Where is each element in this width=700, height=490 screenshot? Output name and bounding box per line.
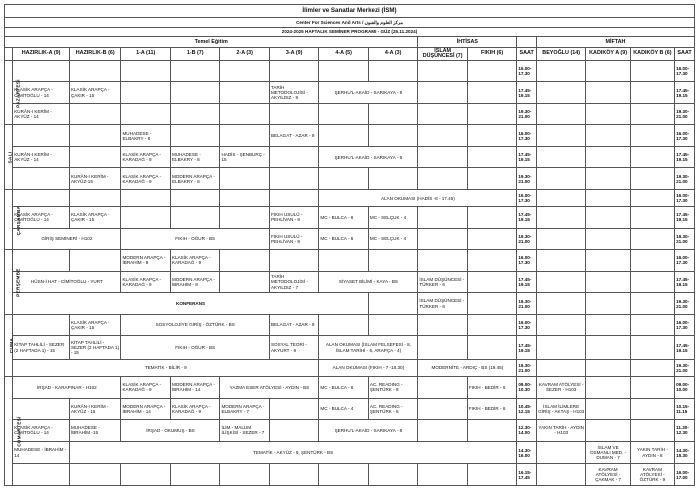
class-cell: YAKIN TARİH - AYDIN - H103 xyxy=(536,420,585,442)
time-cell: 19.30-21.00 xyxy=(517,359,537,376)
class-cell: FIKIH - OĞUR - BS xyxy=(121,228,269,250)
class-cell: MC - BULCA - 6 xyxy=(319,228,368,250)
time-cell: 19.30-21.00 xyxy=(675,103,695,125)
col-3a: 3-A (9) xyxy=(269,48,318,61)
time-cell: 17.45-19.15 xyxy=(517,207,537,229)
class-cell: SOSYAL TEORİ - AKYURT - 9 xyxy=(269,336,318,360)
class-cell: MODERN ARAPÇA - ELBAKRY - 7 xyxy=(220,398,269,420)
class-cell: MC - BULCA - 6 xyxy=(319,207,368,229)
class-cell: MC - BULCA - 4 xyxy=(319,398,368,420)
time-cell: 16.00-17.30 xyxy=(517,60,537,82)
time-cell: 16.00-17.30 xyxy=(675,60,695,82)
time-cell: 17.45-19.15 xyxy=(517,146,537,168)
class-cell: MC - SELÇUK - 4 xyxy=(368,207,417,229)
time-cell: 19.30-21.00 xyxy=(517,103,537,125)
class-cell: YAZMA ESER ATÖLYESİ - AYDIN - BS xyxy=(220,377,319,399)
class-cell: TARİH METODOLOJİSİ - AKYILDIZ - 9 xyxy=(269,82,318,104)
time-cell: 17.45-19.15 xyxy=(675,146,695,168)
class-cell: SOSYOLOJİYE GİRİŞ - ÖZTÜRK - BS xyxy=(121,314,269,336)
class-cell: İSLAM DÜŞÜNCESİ - TÜRKER - 6 xyxy=(418,271,467,293)
class-cell: MODERNİTE - ARDIÇ - BS (19.45) xyxy=(418,359,517,376)
time-cell: 19.30-21.00 xyxy=(517,168,537,190)
class-cell: KİTAP TAHLİLİ - SEZER (2 HAFTADA 1) - 15 xyxy=(13,336,70,360)
time-cell: 09.00-10.30 xyxy=(517,377,537,399)
time-cell: 17.45-19.15 xyxy=(675,207,695,229)
class-cell: KLASİK ARAPÇA - ÇAKIR - 15 xyxy=(69,82,121,104)
class-cell: MODERN ARAPÇA - İBRAHİM - 14 xyxy=(170,377,219,399)
time-cell: 16.00-17.30 xyxy=(517,190,537,207)
col-beyoglu: BEYOĞLU (14) xyxy=(536,48,585,61)
time-cell: 16.00-17.30 xyxy=(675,314,695,336)
class-cell: MODERN ARAPÇA - İBRAHİM - 8 xyxy=(170,271,219,293)
class-cell: KLASİK ARAPÇA - ÇAKIR - 15 xyxy=(69,207,121,229)
day-carsamba: ÇARŞAMBA xyxy=(5,190,13,250)
time-cell: 09.00-10.00 xyxy=(675,377,695,399)
time-cell: 17.45-19.15 xyxy=(675,271,695,293)
time-cell: 16.00-17.30 xyxy=(675,250,695,272)
time-cell: 16.00-17.00 xyxy=(675,464,695,486)
day-cuma: CUMA xyxy=(5,314,13,376)
col-kadikoy-b: KADIKÖY B (6) xyxy=(630,48,674,61)
col-1b: 1-B (7) xyxy=(170,48,219,61)
class-cell: FIKIH - BEDİR - 6 xyxy=(467,398,516,420)
time-cell: 16.00-17.30 xyxy=(517,314,537,336)
time-cell: 10.15-11.15 xyxy=(675,398,695,420)
schedule-table xyxy=(4,4,695,486)
class-cell: ALAN OKUMASI (FIKIH - 7 -18.30) xyxy=(319,359,418,376)
time-cell: 19.30-21.00 xyxy=(675,228,695,250)
col-islam: İSLAM DÜŞÜNCESİ (7) xyxy=(418,48,467,61)
class-cell: KLASİK ARAPÇA - KARADAĞ - 9 xyxy=(170,398,219,420)
class-cell: ŞERHU'L-AKAİD - SARIKAYA - 8 xyxy=(319,146,418,168)
time-cell: 12.30-14.00 xyxy=(517,420,537,442)
class-cell: FIKIH USULÜ - PEHLİVAN - 9 xyxy=(269,228,318,250)
class-cell: İLİM - MALUM İLİŞKİSİ - SEZER - 7 xyxy=(220,420,269,442)
time-cell: 16.00-17.30 xyxy=(675,190,695,207)
class-cell: İSLAM VE OSMANLI MED. - DUMAN - 7 xyxy=(586,441,630,464)
col-4a-5: 4-A (5) xyxy=(319,48,368,61)
class-cell: ŞERHU'L-AKAİD - SARIKAYA - 8 xyxy=(319,82,418,104)
class-cell: KAVRAM ATÖLYESİ - ÖZTÜRK - 9 xyxy=(630,464,674,486)
group-miftah: MİFTAH xyxy=(536,37,694,48)
time-cell: 19.30-21.00 xyxy=(675,293,695,315)
class-cell: KLASİK ARAPÇA - KARADAĞ - 9 xyxy=(121,377,170,399)
col-hazirlik-a: HAZIRLIK-A (9) xyxy=(13,48,70,61)
class-cell: BELAGAT - AZAR - 9 xyxy=(269,314,318,336)
class-cell: KLASİK ARAPÇA - CİMİTOĞLU - 14 xyxy=(13,82,70,104)
day-cumartesi: CUMARTESİ xyxy=(5,377,13,486)
time-cell: 14.30-15.30 xyxy=(675,441,695,464)
class-cell: KURÂN-I KERÎM - AKYÜZ - 15 xyxy=(69,398,121,420)
day-sali: SALI xyxy=(5,125,13,190)
class-cell: MODERN ARAPÇA - ELBAKRY - 8 xyxy=(170,168,219,190)
class-cell: MC - SELÇUK - 4 xyxy=(368,228,417,250)
class-cell: ALAN OKUMASI (HADİS -8 - 17.45) xyxy=(319,190,517,207)
col-4a-3: 4-A (3) xyxy=(368,48,417,61)
time-cell: 17.45-19.15 xyxy=(517,82,537,104)
class-cell: ŞERHU'L-AKAİD - SARIKAYA - 8 xyxy=(319,420,418,442)
class-cell: KLASİK ARAPÇA - KARADAĞ - 9 xyxy=(121,168,170,190)
class-cell: MC - BULCA - 6 xyxy=(319,377,368,399)
class-cell: MODERN ARAPÇA - İBRAHİM - 14 xyxy=(121,398,170,420)
time-cell: 19.30-21.00 xyxy=(517,293,537,315)
time-cell: 16.00-17.30 xyxy=(675,125,695,147)
class-cell: SİYASET BİLİMİ - KAYA - BS xyxy=(319,271,418,293)
time-cell: 16.00-17.30 xyxy=(517,250,537,272)
time-cell: 19.30-21.00 xyxy=(517,228,537,250)
time-cell: 16.00-17.30 xyxy=(517,125,537,147)
class-cell: TARİH METODOLOJİSİ - AKYILDIZ - 7 xyxy=(269,271,318,293)
class-cell: FIKIH - BEDİR - 6 xyxy=(467,377,516,399)
class-cell: İSLAM DÜŞÜNCESİ - TÜRKER - 6 xyxy=(418,293,467,315)
day-pazartesi: PAZARTESİ xyxy=(5,60,13,125)
time-cell: 17.45-19.15 xyxy=(675,336,695,360)
col-saat: SAAT xyxy=(517,48,537,61)
class-cell: KLASİK ARAPÇA - ÇAKIR - 15 xyxy=(69,314,121,336)
class-cell: İRŞAD - OKUMUŞ - BS xyxy=(121,420,220,442)
day-persembe: PERŞEMBE xyxy=(5,250,13,315)
class-cell: AC. READING - ŞENTÜRK - 8 xyxy=(368,377,417,399)
class-cell: KLASİK ARAPÇA - KARADAĞ - 9 xyxy=(170,250,219,272)
class-cell: HADİS - ŞENBURÇ - 15 xyxy=(220,146,269,168)
page-subtitle: Center For Sciences And Arts / مركز العلوم والفنون xyxy=(5,17,695,27)
class-cell: AC. READING - ŞENTÜRK - 6 xyxy=(368,398,417,420)
class-cell: BELAGAT - AZAR - 9 xyxy=(269,125,318,147)
col-hazirlik-b: HAZIRLIK-B (6) xyxy=(69,48,121,61)
group-ihtisas: İHTİSAS xyxy=(418,37,517,48)
class-cell: KLASİK ARAPÇA - CİMİTOĞLU - 14 xyxy=(13,207,70,229)
program-title: 2024-2025 HAFTALIK SEMİNER PROGRAMI - GÜZ (25.11.2024) xyxy=(5,27,695,37)
col-2a: 2-A (3) xyxy=(220,48,269,61)
class-cell: KAVRAM ATÖLYESİ - ÇAKMAK - 7 xyxy=(586,464,630,486)
time-cell: 16.15-17.45 xyxy=(517,464,537,486)
time-cell: 14.30-16.00 xyxy=(517,441,537,464)
time-cell: 19.30-21.00 xyxy=(675,168,695,190)
class-cell: KURÂN-I KERÎM - AKYÜZ - 14 xyxy=(13,146,70,168)
group-spacer xyxy=(517,37,537,48)
class-cell: MUHADESE - İBRAHİM -15 xyxy=(69,420,121,442)
class-cell: KİTAP TAHLİLİ - SEZER (2 HAFTADA 1) - 15 xyxy=(69,336,121,360)
class-cell: FIKIH - OĞUR - BS xyxy=(121,336,269,360)
class-cell: TEMATİK - BİLİR - 9 xyxy=(13,359,319,376)
time-cell: 17.45-19.15 xyxy=(675,82,695,104)
class-cell: FIKIH USULÜ - PEHLİVAN - 9 xyxy=(269,207,318,229)
group-temel: Temel Eğitim xyxy=(5,37,418,48)
class-cell: KLASİK ARAPÇA - KARADAĞ - 9 xyxy=(121,271,170,293)
class-cell: KLASİK ARAPÇA - CİMİTOĞLU - 14 xyxy=(13,420,70,442)
col-saat-2: SAAT xyxy=(675,48,695,61)
col-1a: 1-A (11) xyxy=(121,48,170,61)
class-cell: MODERN ARAPÇA - İBRAHİM - 8 xyxy=(121,250,170,272)
class-cell: GİRİŞ SEMİNERİ - H102 xyxy=(13,228,121,250)
time-cell: 17.45-19.15 xyxy=(517,271,537,293)
time-cell: 19.30-21.00 xyxy=(675,359,695,376)
class-cell: YAKIN TARİH - AYDIN - 8 xyxy=(630,441,674,464)
class-cell: MUHADESE - ELBAKRY - 8 xyxy=(121,125,170,147)
class-cell: İSLAM İLİMLERE GİRİŞ - AKTAŞ - H103 xyxy=(536,398,585,420)
class-cell: KURÂN-I KERÎM - AKYÜZ - 14 xyxy=(13,103,70,125)
header-corner xyxy=(5,48,13,61)
time-cell: 11.30-12.30 xyxy=(675,420,695,442)
class-cell: HÜSN-İ HAT - CİMİTOĞLU - YURT xyxy=(13,271,121,293)
time-cell: 17.45-19.15 xyxy=(517,336,537,360)
col-fikih: FIKIH (6) xyxy=(467,48,516,61)
time-cell: 10.45-12.15 xyxy=(517,398,537,420)
class-cell: MUHADESE - İBRAHİM - 14 xyxy=(13,441,70,464)
class-cell: KAVRAM ATÖLYESİ - SEZER - H103 xyxy=(536,377,585,399)
class-cell: KONFERANS xyxy=(13,293,369,315)
class-cell: MUHADESE - ELBAKRY - 8 xyxy=(170,146,219,168)
class-cell: KURÂN-I KERÎM - AKYÜZ-15 xyxy=(69,168,121,190)
class-cell: ALAN OKUMASI (İSLAM FELSEFESİ - 8, İSLAM TARİHİ - 6, ARAPÇA - 4) xyxy=(319,336,418,360)
page-title: İlimler ve Sanatlar Merkezi (İSM) xyxy=(5,5,695,18)
class-cell: TEMATİK - AKYÜZ - 9, ŞENTÜRK - BS xyxy=(69,441,516,464)
class-cell: KLASİK ARAPÇA - KARADAĞ - 9 xyxy=(121,146,170,168)
col-kadikoy-a: KADIKÖY A (9) xyxy=(586,48,630,61)
class-cell: İRŞAD - KARAPINAR - H102 xyxy=(13,377,121,399)
